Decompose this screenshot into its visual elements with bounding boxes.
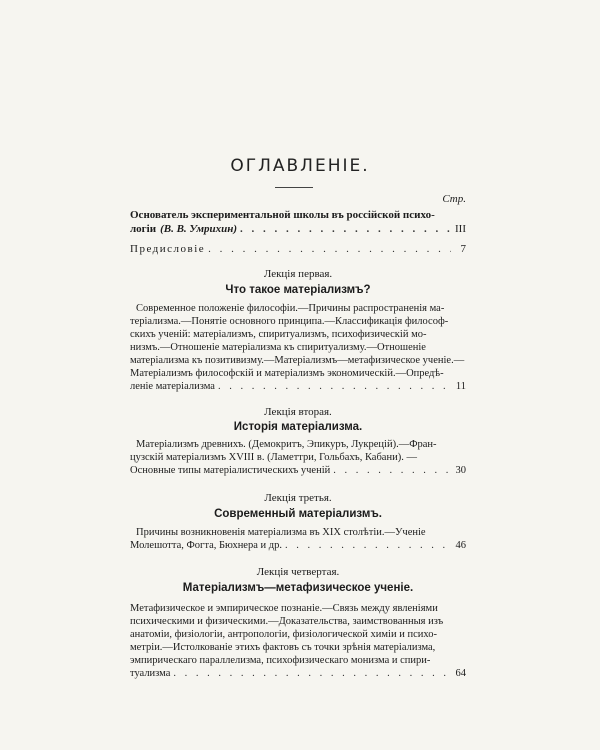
page-number: 46 bbox=[455, 540, 466, 551]
leader-dots bbox=[240, 222, 451, 236]
entry-title-line: Основатель экспериментальной школы въ россійской психо- bbox=[130, 209, 435, 221]
lecture-title: Матеріализмъ—метафизическое ученіе. bbox=[182, 582, 414, 594]
leader-dots bbox=[218, 380, 451, 393]
toc-entry-founder bbox=[130, 208, 466, 236]
page-number: 30 bbox=[455, 465, 466, 476]
summary-line: анатоміи, физіологіи, антропологіи, физіологической химіи и психо- bbox=[130, 629, 437, 640]
summary-line: метріи.—Истолкованіе этихъ фактовъ съ точки зрѣнія матеріализма, bbox=[130, 642, 436, 653]
summary-last-line bbox=[130, 539, 466, 552]
summary-line: Причины возникновенія матеріализма въ XIX столѣтіи.—Ученіе bbox=[136, 527, 426, 538]
page-column-label: Стр. bbox=[442, 193, 466, 205]
summary-line: низмъ.—Отношеніе матеріализма къ спиритуализму.—Отношеніе bbox=[130, 342, 426, 353]
entry-line bbox=[130, 242, 466, 256]
leader-dots bbox=[208, 242, 451, 256]
entry-title: Предисловіе bbox=[130, 243, 206, 255]
entry-author: (В. В. Умрихин) bbox=[160, 223, 238, 235]
leader-dots bbox=[333, 464, 451, 477]
summary-line: Современное положеніе философіи.—Причины распространенія ма- bbox=[136, 303, 445, 314]
lecture-summary bbox=[130, 526, 466, 552]
lecture-label: Лекція третья. bbox=[264, 492, 332, 504]
summary-line: психическими и физическими.—Доказательства, заимствованныя изъ bbox=[130, 616, 444, 627]
entry-title-line-with-page bbox=[130, 222, 466, 236]
summary-last-line bbox=[130, 464, 466, 477]
lecture-label: Лекція первая. bbox=[263, 268, 333, 280]
toc-entry-preface bbox=[130, 242, 466, 256]
summary-line: туализма bbox=[130, 668, 171, 679]
title-divider bbox=[275, 187, 313, 188]
lecture-label: Лекція вторая. bbox=[264, 406, 332, 418]
lecture-summary bbox=[130, 302, 466, 393]
leader-dots bbox=[173, 667, 451, 680]
summary-line: Молешотта, Фогта, Бюхнера и др. bbox=[130, 540, 282, 551]
summary-line: матеріализма къ позитивизму.—Матеріализмъ—метафизическое ученіе.— bbox=[130, 355, 465, 366]
summary-line: Основные типы матеріалистическихъ ученій bbox=[130, 465, 331, 476]
lecture-label: Лекція четвертая. bbox=[256, 566, 340, 578]
entry-title-line: логіи bbox=[130, 223, 157, 235]
summary-line: Матеріализмъ философскій и матеріализмъ экономическій.—Опредѣ- bbox=[130, 368, 444, 379]
summary-line: леніе матеріализма bbox=[130, 381, 215, 392]
leader-dots bbox=[285, 539, 451, 552]
page-number: 11 bbox=[455, 381, 466, 392]
summary-line: скихъ ученій: матеріализмъ, спиритуализмъ, психофизическій мо- bbox=[130, 329, 427, 340]
summary-line: Метафизическое и эмпирическое познаніе.—Связь между явленіями bbox=[130, 603, 438, 614]
lecture-title: Исторія матеріализма. bbox=[233, 421, 363, 433]
page-number: 64 bbox=[455, 668, 466, 679]
page-number: III bbox=[455, 223, 466, 235]
lecture-title: Современный матеріализмъ. bbox=[214, 508, 382, 520]
summary-last-line bbox=[130, 667, 466, 680]
summary-line: теріализма.—Понятіе основного принципа.—Классификація философ- bbox=[130, 316, 449, 327]
lecture-summary bbox=[130, 602, 466, 680]
page-number: 7 bbox=[460, 243, 466, 255]
summary-line: Матеріализмъ древнихъ. (Демокритъ, Эпикуръ, Лукрецій).—Фран- bbox=[136, 439, 437, 450]
lecture-title: Что такое матеріализмъ? bbox=[225, 284, 371, 296]
summary-line: цузскій матеріализмъ XVIII в. (Ламеттри, Гольбахъ, Кабани). — bbox=[130, 452, 417, 463]
summary-line: эмпирическаго параллелизма, психофизическаго монизма и спири- bbox=[130, 655, 431, 666]
summary-last-line bbox=[130, 380, 466, 393]
lecture-summary bbox=[130, 438, 466, 477]
page-title: ОГЛАВЛЕНІЕ. bbox=[230, 156, 370, 176]
